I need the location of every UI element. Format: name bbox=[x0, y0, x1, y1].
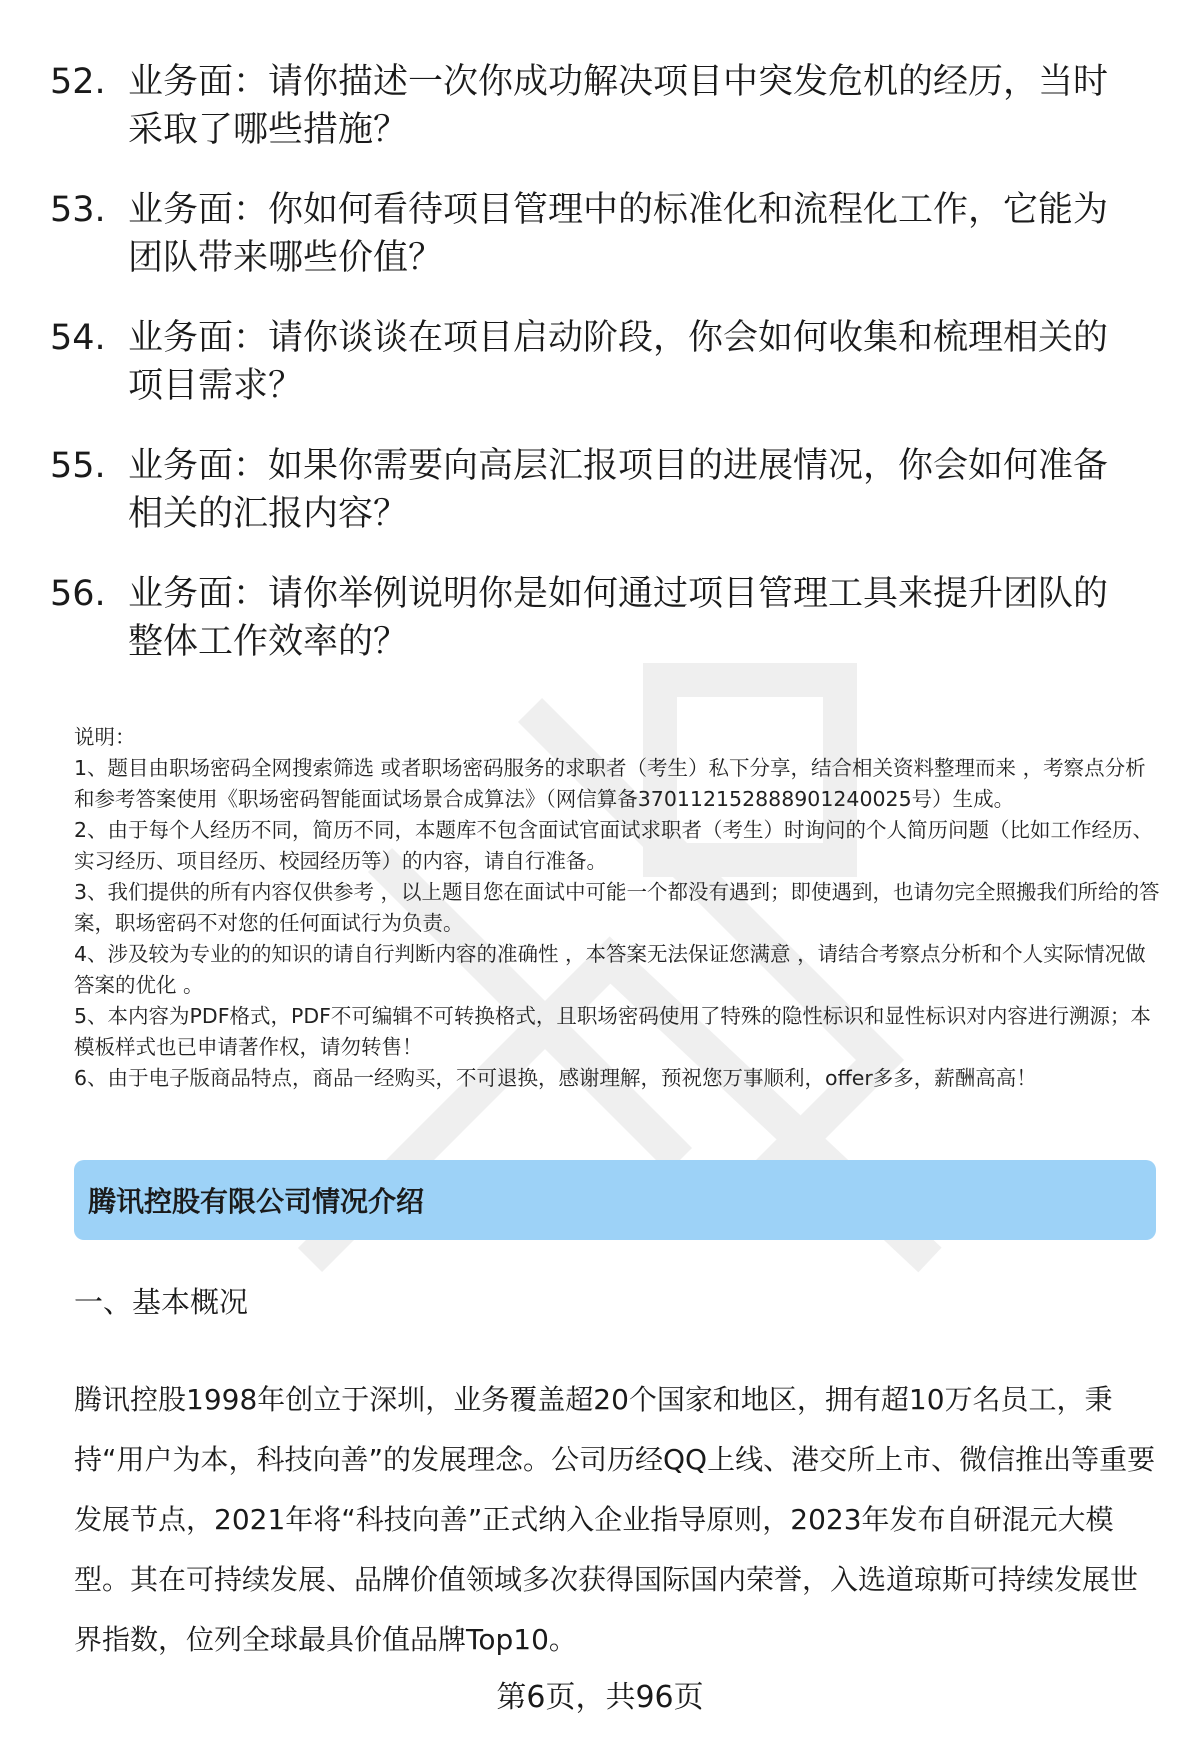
question-list bbox=[50, 58, 1140, 698]
question-text: 业务面：请你举例说明你是如何通过项目管理工具来提升团队的整体工作效率的？ bbox=[128, 574, 1109, 662]
question-number: 56. bbox=[50, 574, 106, 614]
note-item: 5、本内容为PDF格式，PDF不可编辑不可转换格式，且职场密码使用了特殊的隐性标识和显性标识对内容进行溯源；本模板样式也已申请著作权，请勿转售！ bbox=[74, 1004, 1151, 1059]
question-item bbox=[50, 570, 1140, 666]
question-text: 业务面：请你谈谈在项目启动阶段，你会如何收集和梳理相关的项目需求？ bbox=[128, 318, 1109, 406]
section-heading: 一、基本概况 bbox=[74, 1285, 249, 1319]
question-text: 业务面：请你描述一次你成功解决项目中突发危机的经历，当时采取了哪些措施？ bbox=[128, 62, 1109, 150]
question-item bbox=[50, 186, 1140, 282]
note-item: 2、由于每个人经历不同，简历不同，本题库不包含面试官面试求职者（考生）时询问的个人简历问题（比如工作经历、实习经历、项目经历、校园经历等）的内容，请自行准备。 bbox=[74, 818, 1154, 873]
question-number: 54. bbox=[50, 318, 106, 358]
notes-section bbox=[74, 722, 1164, 1094]
question-number: 52. bbox=[50, 62, 106, 102]
question-number: 55. bbox=[50, 446, 106, 486]
company-intro-banner bbox=[74, 1160, 1156, 1240]
intro-text: 腾讯控股1998年创立于深圳，业务覆盖超20个国家和地区，拥有超10万名员工，秉持“用户为本，科技向善”的发展理念。公司历经QQ上线、港交所上市、微信推出等重要发展节点，2021年将“科技向善”正式纳入企业指导原则，2023年发布自研混元大模型。其在可持续发展、品牌价值领域多次获得国际国内荣誉，入选道琼斯可持续发展世界指数，位列全球最具价值品牌Top10。 bbox=[74, 1383, 1156, 1656]
note-item: 3、我们提供的所有内容仅供参考 ，以上题目您在面试中可能一个都没有遇到；即使遇到，也请勿完全照搬我们所给的答案，职场密码不对您的任何面试行为负责。 bbox=[74, 880, 1160, 935]
question-number: 53. bbox=[50, 190, 106, 230]
question-text: 业务面：如果你需要向高层汇报项目的进展情况，你会如何准备相关的汇报内容？ bbox=[128, 446, 1109, 534]
notes-title: 说明： bbox=[74, 725, 136, 749]
banner-title: 腾讯控股有限公司情况介绍 bbox=[88, 1185, 425, 1218]
question-item bbox=[50, 58, 1140, 154]
note-item: 4、涉及较为专业的的知识的请自行判断内容的准确性 ，本答案无法保证您满意 ，请结合考察点分析和个人实际情况做答案的优化 。 bbox=[74, 942, 1146, 997]
question-item bbox=[50, 314, 1140, 410]
question-item bbox=[50, 442, 1140, 538]
question-text: 业务面：你如何看待项目管理中的标准化和流程化工作，它能为团队带来哪些价值？ bbox=[128, 190, 1109, 278]
intro-paragraph bbox=[74, 1370, 1156, 1670]
page-number: 第6页，共96页 bbox=[496, 1680, 704, 1715]
note-item: 6、由于电子版商品特点，商品一经购买，不可退换，感谢理解，预祝您万事顺利，offer多多，薪酬高高！ bbox=[74, 1066, 1037, 1090]
note-item: 1、题目由职场密码全网搜索筛选 或者职场密码服务的求职者（考生）私下分享，结合相关资料整理而来 ，考察点分析和参考答案使用《职场密码智能面试场景合成算法》（网信算备370112152888901240025号）生成。 bbox=[74, 756, 1146, 811]
